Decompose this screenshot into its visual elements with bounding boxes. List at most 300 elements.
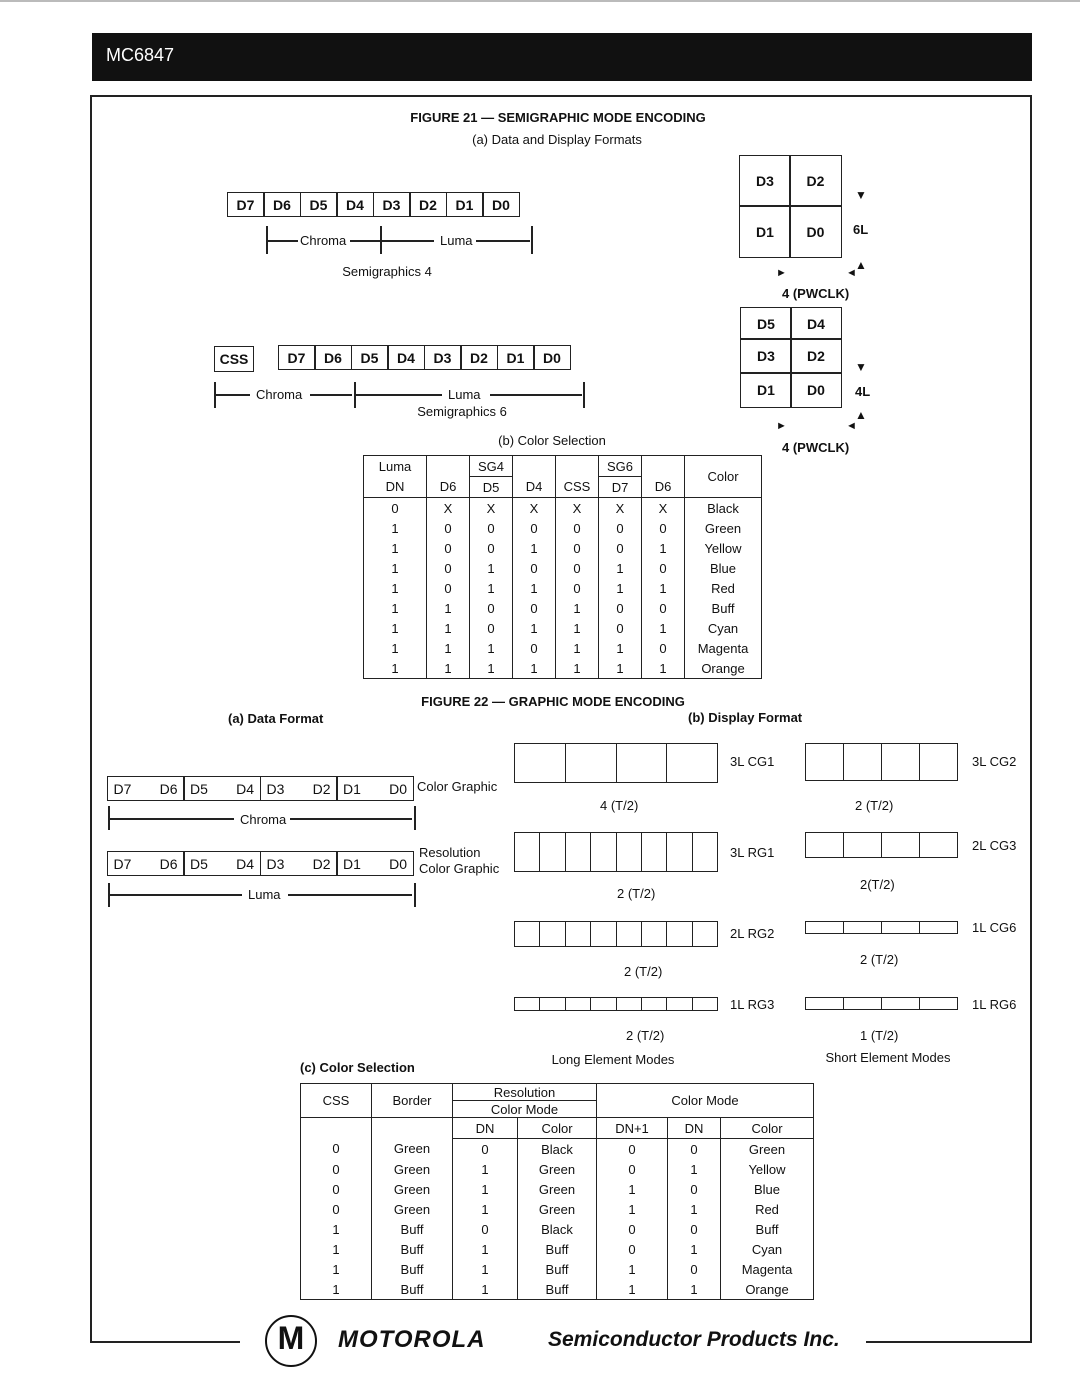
table-cell: 0 — [642, 518, 685, 538]
table-row — [364, 558, 762, 578]
footer-brand: MOTOROLA — [338, 1326, 486, 1353]
long-element-caption: Long Element Modes — [551, 1052, 675, 1067]
table-cell: 1 — [470, 638, 513, 658]
table-cell: 0 — [599, 538, 642, 558]
table-cell: Black — [518, 1219, 597, 1239]
col-header — [513, 456, 556, 477]
bit-label: D6 — [159, 780, 178, 797]
table-cell: 0 — [470, 538, 513, 558]
table-cell: 1 — [427, 618, 470, 638]
short-mode-dim: 1 (T/2) — [860, 1028, 899, 1043]
bit-pair-cell — [107, 776, 185, 801]
table-cell: Green — [518, 1179, 597, 1199]
table-cell: Cyan — [751, 1241, 783, 1257]
table-cell: Green — [372, 1199, 453, 1219]
bit-cell: D1 — [497, 345, 535, 370]
table-cell: 0 — [597, 1159, 668, 1179]
table-cell: X — [427, 498, 470, 519]
table-row — [364, 618, 762, 638]
sg6-cell: D1 — [740, 372, 792, 408]
table-cell: 0 — [597, 1139, 668, 1160]
table-cell: 0 — [599, 618, 642, 638]
table-cell: Green — [518, 1199, 597, 1219]
cg1-display-box — [514, 743, 718, 783]
bit-pair-cell — [260, 851, 338, 876]
table-row — [301, 1279, 814, 1300]
bit-cell: D6 — [263, 192, 301, 217]
col-header: Border — [372, 1084, 453, 1118]
cg6-display-box — [805, 921, 958, 934]
table-cell: 1 — [453, 1199, 518, 1219]
table-cell: Green — [704, 520, 742, 536]
sg6-cell: D0 — [790, 372, 842, 408]
bit-cell: D0 — [533, 345, 571, 370]
down-arrow-icon: ▼ — [855, 360, 867, 374]
col-header: Resolution — [453, 1084, 597, 1101]
sg4-height-label: 6L — [853, 222, 869, 237]
figure-21-title: FIGURE 21 — SEMIGRAPHIC MODE ENCODING — [410, 110, 706, 125]
sg4-luma-label: Luma — [440, 233, 473, 248]
long-mode-dim: 4 (T/2) — [600, 798, 639, 813]
table-cell: 0 — [556, 558, 599, 578]
header-bar — [92, 33, 1032, 81]
table-cell: 0 — [556, 578, 599, 598]
table-row — [364, 518, 762, 538]
table-cell: Green — [372, 1179, 453, 1199]
table-cell: X — [642, 498, 685, 519]
bit-cell: D3 — [373, 192, 411, 217]
table-cell: Cyan — [707, 620, 739, 636]
table-cell: 1 — [642, 658, 685, 679]
sg6-chroma-label: Chroma — [256, 387, 303, 402]
sg4-luma-line-right — [476, 240, 530, 242]
table-cell: 1 — [513, 618, 556, 638]
sg6-luma-end-tick — [583, 382, 585, 408]
table-cell: Yellow — [748, 1161, 786, 1177]
graphic-color-table — [300, 1083, 814, 1300]
bit-cell: D2 — [409, 192, 447, 217]
sg4-caption: Semigraphics 4 — [342, 264, 432, 279]
sg6-bit-row — [279, 345, 571, 370]
sg6-height-label: 4L — [855, 384, 871, 399]
sg6-luma-label: Luma — [448, 387, 481, 402]
col-header: Luma — [364, 456, 427, 477]
table-cell: 0 — [556, 538, 599, 558]
page-top-rule — [0, 0, 1080, 2]
table-cell: 0 — [470, 618, 513, 638]
bit-label: D0 — [389, 780, 407, 797]
table-row — [301, 1219, 814, 1239]
bit-cell: D7 — [278, 345, 316, 370]
table-cell: 0 — [453, 1139, 518, 1160]
bit-label: D4 — [236, 780, 254, 797]
table-cell: 1 — [301, 1219, 372, 1239]
sg4-luma-end-tick — [531, 226, 533, 254]
table-cell: 1 — [364, 638, 427, 658]
table-cell: 0 — [599, 518, 642, 538]
table-row — [301, 1139, 814, 1160]
figure-22-title: FIGURE 22 — GRAPHIC MODE ENCODING — [421, 694, 685, 709]
table-cell: 1 — [364, 558, 427, 578]
bit-label: D0 — [389, 855, 407, 872]
table-cell: 0 — [301, 1179, 372, 1199]
table-cell: 0 — [642, 638, 685, 658]
table-row — [364, 578, 762, 598]
table-cell: X — [470, 498, 513, 519]
table-cell: Buff — [755, 1221, 779, 1237]
table-cell: Green — [372, 1139, 453, 1160]
chroma-end-tick — [414, 806, 416, 830]
col-header: Color — [721, 1118, 814, 1139]
table-cell: X — [599, 498, 642, 519]
table-cell: 1 — [364, 518, 427, 538]
table-cell: 0 — [427, 558, 470, 578]
table-cell: 1 — [597, 1279, 668, 1300]
sg6-cell: D2 — [790, 338, 842, 374]
col-header: CSS — [301, 1084, 372, 1118]
table-cell: 0 — [668, 1139, 721, 1160]
table-cell: Orange — [701, 660, 745, 676]
short-mode-label: 1L RG6 — [972, 997, 1017, 1012]
col-header: D5 — [470, 477, 513, 498]
table-cell: 1 — [599, 658, 642, 679]
sg6-cell: D5 — [740, 307, 792, 340]
table-row — [364, 598, 762, 618]
col-header: SG4 — [470, 456, 513, 477]
table-cell: 1 — [301, 1279, 372, 1300]
table-cell: 0 — [597, 1219, 668, 1239]
resolution-bit-row — [108, 851, 414, 876]
bit-label: D2 — [312, 780, 331, 797]
table-cell: 0 — [668, 1179, 721, 1199]
table-cell: 0 — [301, 1199, 372, 1219]
table-cell: 0 — [470, 518, 513, 538]
table-cell: Buff — [372, 1259, 453, 1279]
short-mode-dim: 2 (T/2) — [860, 952, 899, 967]
table-cell: 0 — [642, 598, 685, 618]
table-row — [301, 1199, 814, 1219]
color-graphic-label: Color Graphic — [417, 779, 498, 794]
sg4-cell: D3 — [739, 155, 791, 207]
right-arrow-icon: ► — [776, 420, 787, 432]
table-cell: 0 — [427, 578, 470, 598]
color-graphic-bit-row — [108, 776, 414, 801]
table-cell: 0 — [556, 518, 599, 538]
bit-label: D1 — [343, 780, 361, 797]
long-mode-label: 1L RG3 — [730, 997, 775, 1012]
col-header: DN — [453, 1118, 518, 1139]
luma-line-left — [110, 894, 242, 896]
resolution-color-graphic-label: Color Graphic — [419, 861, 500, 876]
short-mode-label: 3L CG2 — [972, 754, 1017, 769]
table-cell: 1 — [556, 598, 599, 618]
col-header: D4 — [513, 477, 556, 498]
table-cell: Green — [518, 1159, 597, 1179]
sg4-width-label: 4 (PWCLK) — [782, 286, 850, 301]
short-mode-label: 1L CG6 — [972, 920, 1017, 935]
part-number: MC6847 — [106, 45, 175, 65]
table-cell: Orange — [745, 1281, 789, 1297]
sg4-cell: D0 — [789, 205, 842, 258]
table-cell: 1 — [599, 638, 642, 658]
figure-22-subtitle-b: (b) Display Format — [688, 710, 803, 725]
table-cell: 0 — [427, 518, 470, 538]
table-cell: Black — [707, 500, 739, 516]
footer-rule-left — [90, 1341, 240, 1343]
table-row — [364, 638, 762, 658]
bit-label: D5 — [190, 855, 208, 872]
table-cell: Black — [518, 1139, 597, 1160]
col-header: Color — [685, 456, 762, 498]
short-element-caption: Short Element Modes — [825, 1050, 951, 1065]
table-cell: Magenta — [741, 1261, 793, 1277]
bit-pair-cell — [336, 851, 414, 876]
left-arrow-icon: ◄ — [846, 267, 857, 279]
table-cell: 0 — [470, 598, 513, 618]
col-header: D7 — [599, 477, 642, 498]
table-cell: Buff — [518, 1239, 597, 1259]
table-cell: 1 — [668, 1199, 721, 1219]
table-cell: Buff — [372, 1239, 453, 1259]
luma-label: Luma — [248, 887, 281, 902]
sg6-width-label: 4 (PWCLK) — [782, 440, 850, 455]
table-cell: 1 — [470, 558, 513, 578]
long-mode-label: 3L RG1 — [730, 845, 775, 860]
long-mode-dim: 2 (T/2) — [626, 1028, 665, 1043]
luma-end-tick — [414, 883, 416, 907]
table-row — [301, 1179, 814, 1199]
table-cell: 0 — [597, 1239, 668, 1259]
table-cell: 0 — [668, 1219, 721, 1239]
motorola-logo-mark: M — [277, 1320, 305, 1356]
bit-label: D1 — [343, 855, 361, 872]
short-mode-label: 2L CG3 — [972, 838, 1017, 853]
table-cell: Buff — [372, 1279, 453, 1300]
sg6-luma-line-right — [490, 394, 582, 396]
css-bit-box: CSS — [214, 346, 254, 372]
table-cell: Buff — [518, 1259, 597, 1279]
bit-label: D4 — [236, 855, 254, 872]
col-header: D6 — [427, 477, 470, 498]
table-cell: 0 — [668, 1259, 721, 1279]
table-row — [364, 658, 762, 679]
up-arrow-icon: ▲ — [855, 408, 867, 422]
table-cell: Buff — [518, 1279, 597, 1300]
left-arrow-icon: ◄ — [846, 420, 857, 432]
table-cell: 1 — [470, 578, 513, 598]
sg4-luma-line-left — [382, 240, 434, 242]
table-cell: 1 — [364, 598, 427, 618]
figure-21-subtitle-b: (b) Color Selection — [498, 433, 606, 448]
sg4-chroma-label: Chroma — [300, 233, 347, 248]
table-cell: Blue — [709, 560, 737, 576]
col-header: SG6 — [599, 456, 642, 477]
table-cell: 1 — [453, 1179, 518, 1199]
table-cell: Green — [748, 1141, 786, 1157]
bit-cell: D5 — [351, 345, 389, 370]
resolution-label: Resolution — [419, 845, 481, 860]
rg3-display-box — [514, 997, 718, 1011]
col-header: DN — [364, 477, 427, 498]
sg6-cell: D3 — [740, 338, 792, 374]
table-cell: 1 — [668, 1239, 721, 1259]
table-cell: Magenta — [697, 640, 749, 656]
bit-cell: D7 — [227, 192, 265, 217]
col-header: DN — [668, 1118, 721, 1139]
sg4-chroma-line-right — [350, 240, 380, 242]
table-cell: 1 — [597, 1259, 668, 1279]
sg4-chroma-line-left — [268, 240, 298, 242]
long-mode-dim: 2 (T/2) — [617, 886, 656, 901]
bit-cell: D4 — [387, 345, 425, 370]
table-cell: Blue — [753, 1181, 781, 1197]
table-cell: 1 — [556, 638, 599, 658]
table-cell: 1 — [513, 658, 556, 679]
sg6-chroma-line-right — [310, 394, 352, 396]
sg4-cell: D1 — [739, 205, 791, 258]
table-cell: 0 — [513, 638, 556, 658]
table-cell: 1 — [453, 1279, 518, 1300]
table-cell: 1 — [453, 1159, 518, 1179]
table-cell: 1 — [556, 618, 599, 638]
rg6-display-box — [805, 997, 958, 1010]
table-cell: Buff — [711, 600, 735, 616]
col-header: D6 — [642, 477, 685, 498]
long-mode-label: 2L RG2 — [730, 926, 775, 941]
table-cell: 0 — [513, 598, 556, 618]
table-cell: 0 — [301, 1139, 372, 1160]
table-cell: Yellow — [704, 540, 742, 556]
table-cell: 0 — [513, 558, 556, 578]
short-mode-dim: 2 (T/2) — [855, 798, 894, 813]
bit-pair-cell — [336, 776, 414, 801]
bit-cell: D5 — [300, 192, 338, 217]
table-cell: 1 — [597, 1199, 668, 1219]
table-cell: 1 — [642, 538, 685, 558]
col-header: DN+1 — [597, 1118, 668, 1139]
table-cell: 1 — [364, 538, 427, 558]
bit-pair-cell — [183, 851, 261, 876]
table-cell: 0 — [642, 558, 685, 578]
col-header — [427, 456, 470, 477]
bit-cell: D2 — [460, 345, 498, 370]
bit-label: D5 — [190, 780, 208, 797]
table-cell: 1 — [513, 578, 556, 598]
bit-label: D6 — [159, 855, 178, 872]
up-arrow-icon: ▲ — [855, 258, 867, 272]
table-cell: 1 — [599, 558, 642, 578]
down-arrow-icon: ▼ — [855, 188, 867, 202]
right-arrow-icon: ► — [776, 267, 787, 279]
table-cell: 1 — [427, 658, 470, 679]
sg6-luma-line-left — [356, 394, 442, 396]
table-cell: 1 — [427, 598, 470, 618]
figure-21-subtitle-a: (a) Data and Display Formats — [472, 132, 642, 147]
table-cell: 1 — [642, 618, 685, 638]
bit-pair-cell — [107, 851, 185, 876]
table-cell: X — [513, 498, 556, 519]
luma-line-right — [288, 894, 412, 896]
table-cell: 1 — [364, 618, 427, 638]
col-header: Color Mode — [453, 1101, 597, 1118]
col-header: Color Mode — [597, 1084, 814, 1118]
table-cell: 1 — [301, 1239, 372, 1259]
table-row — [364, 538, 762, 558]
table-cell: 1 — [427, 638, 470, 658]
short-mode-dim: 2(T/2) — [860, 877, 895, 892]
bit-label: D3 — [266, 780, 285, 797]
sg4-cell: D2 — [789, 155, 842, 207]
bit-cell: D0 — [482, 192, 520, 217]
table-cell: 1 — [301, 1259, 372, 1279]
table-cell: 1 — [513, 538, 556, 558]
col-header — [556, 456, 599, 477]
bit-label: D2 — [312, 855, 331, 872]
table-cell: 0 — [453, 1219, 518, 1239]
rg2-display-box — [514, 921, 718, 947]
table-cell: 0 — [513, 518, 556, 538]
sg4-bit-row — [228, 192, 520, 217]
table-row — [301, 1159, 814, 1179]
table-cell: 1 — [364, 658, 427, 679]
bit-cell: D3 — [424, 345, 462, 370]
table-cell: 0 — [301, 1159, 372, 1179]
col-header — [642, 456, 685, 477]
figure-22-subtitle-a: (a) Data Format — [228, 711, 324, 726]
bit-label: D7 — [113, 780, 132, 797]
table-cell: 1 — [453, 1239, 518, 1259]
chroma-label: Chroma — [240, 812, 287, 827]
bit-cell: D6 — [314, 345, 352, 370]
long-mode-dim: 2 (T/2) — [624, 964, 663, 979]
table-cell: 0 — [599, 598, 642, 618]
bit-pair-cell — [183, 776, 261, 801]
table-cell: 0 — [364, 498, 427, 519]
table-cell: X — [556, 498, 599, 519]
semigraphic-color-table — [363, 455, 762, 679]
table-cell: Red — [711, 580, 735, 596]
rg1-display-box — [514, 832, 718, 872]
table-cell: 0 — [427, 538, 470, 558]
table-cell: Green — [372, 1159, 453, 1179]
table-cell: 1 — [556, 658, 599, 679]
table-cell: 1 — [642, 578, 685, 598]
cg3-display-box — [805, 832, 958, 858]
table-row — [364, 498, 762, 519]
col-header: CSS — [556, 477, 599, 498]
table-cell: 1 — [364, 578, 427, 598]
bit-pair-cell — [260, 776, 338, 801]
chroma-line-right — [290, 818, 412, 820]
table-cell: Red — [755, 1201, 779, 1217]
bit-label: D3 — [266, 855, 285, 872]
table-cell: 1 — [453, 1259, 518, 1279]
footer-tagline: Semiconductor Products Inc. — [548, 1328, 840, 1351]
figure-22-subtitle-c: (c) Color Selection — [300, 1060, 415, 1075]
sg6-caption: Semigraphics 6 — [417, 404, 507, 419]
table-row — [301, 1259, 814, 1279]
table-cell: 1 — [599, 578, 642, 598]
sg6-chroma-line-left — [216, 394, 250, 396]
sg6-cell: D4 — [790, 307, 842, 340]
col-header: Color — [518, 1118, 597, 1139]
chroma-line-left — [110, 818, 234, 820]
table-cell: 1 — [668, 1279, 721, 1300]
table-row — [301, 1239, 814, 1259]
footer-rule-right — [866, 1341, 1032, 1343]
table-cell: 1 — [470, 658, 513, 679]
long-mode-label: 3L CG1 — [730, 754, 775, 769]
